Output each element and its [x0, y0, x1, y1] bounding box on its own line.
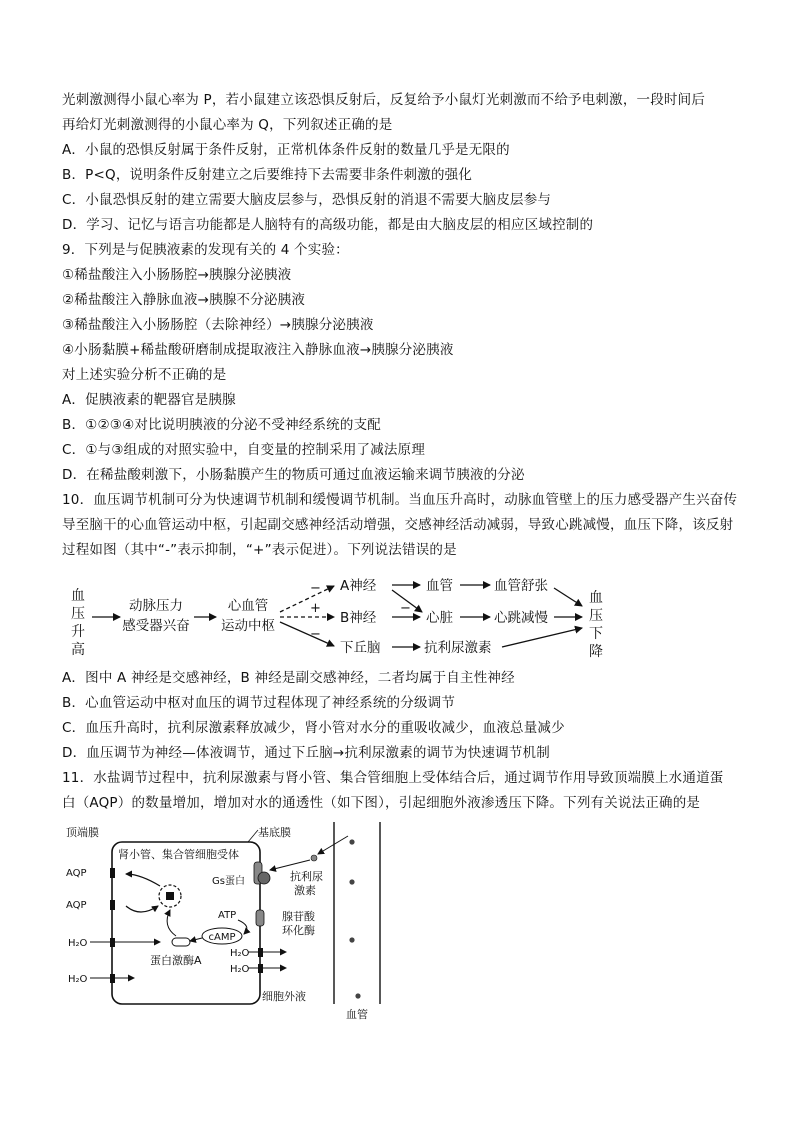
aqp-channel — [110, 938, 115, 947]
cell-outline — [112, 842, 260, 1004]
vessel-label: 血管 — [426, 578, 453, 594]
basal-membrane-label: 基底膜 — [258, 826, 291, 839]
apical-membrane-label: 顶端膜 — [66, 826, 99, 839]
gs-protein — [258, 872, 270, 884]
q10-stem: 10．血压调节机制可分为快速调节机制和缓慢调节机制。当血压升高时，动脉血管壁上的压力感受器产生兴奋传导至脑干的心血管运动中枢，引起副交感神经活动增强，交感神经活动减弱，导致心跳减慢，血压下降，该反射过程如图（其中“-”表示抑制，“+”表示促进）。下列说法错误的是 — [62, 492, 738, 558]
q9-experiment-3: ③稀盐酸注入小肠肠腔（去除神经）→胰腺分泌胰液 — [62, 317, 374, 333]
basal-channel — [258, 948, 263, 957]
vessel-particle — [349, 839, 354, 844]
q9-question: 对上述实验分析不正确的是 — [62, 367, 227, 383]
bp-fall-char-4: 降 — [589, 644, 603, 660]
arrow-membrane-vesicle — [126, 906, 158, 912]
gs-protein-label: Gs蛋白 — [212, 876, 245, 887]
pka-label: 蛋白激酶A — [150, 954, 202, 967]
q11-stem-line2: 白（AQP）的数量增加，增加对水的通透性（如下图），引起细胞外液渗透压下降。下列有关说法正确的是 — [62, 795, 701, 811]
center-label-1: 心血管 — [227, 598, 269, 614]
adh-label-2: 激素 — [294, 884, 316, 897]
receptor-label: 肾小管、集合管细胞受体 — [118, 848, 239, 861]
q8-stem-line2: 再给灯光刺激测得的小鼠心率为 Q，下列叙述正确的是 — [62, 117, 393, 133]
q10-option-d: D．血压调节为神经—体液调节，通过下丘脑→抗利尿激素的调节为快速调节机制 — [62, 745, 550, 761]
q8-option-c: C．小鼠恐惧反射的建立需要大脑皮层参与，恐惧反射的消退不需要大脑皮层参与 — [62, 192, 552, 208]
q10-option-c: C．血压升高时，抗利尿激素释放减少，肾小管对水分的重吸收减少，血液总量减少 — [62, 720, 565, 736]
q10-option-a: A．图中 A 神经是交感神经，B 神经是副交感神经，二者均属于自主性神经 — [62, 670, 515, 686]
bp-fall-char-3: 下 — [589, 626, 603, 642]
nerve-b-label: B神经 — [340, 610, 377, 626]
sign-minus-heart: − — [400, 601, 411, 616]
adh-label: 抗利尿激素 — [424, 640, 492, 656]
sign-minus-a: − — [310, 581, 321, 596]
heart-label: 心脏 — [426, 610, 453, 626]
aqp-label-1: AQP — [66, 868, 87, 879]
arrow-adh-receptor — [270, 860, 310, 870]
pka-shape — [172, 938, 190, 946]
h2o-label-basal-2: H₂O — [230, 964, 250, 975]
hypothalamus-label: 下丘脑 — [340, 640, 381, 656]
adh-aqp-mechanism-diagram — [62, 822, 402, 1022]
bp-rise-char-1: 血 — [71, 588, 85, 604]
blood-pressure-reflex-diagram — [62, 572, 622, 662]
arrow-adh-end — [502, 628, 582, 647]
bp-rise-char-3: 升 — [71, 624, 85, 640]
aqp-channel — [110, 868, 115, 878]
bp-rise-char-4: 高 — [71, 642, 85, 658]
arrow-center-hypothalamus — [280, 622, 334, 646]
aqp-vesicle-cluster — [159, 885, 181, 907]
q9-option-a: A．促胰液素的靶器官是胰腺 — [62, 392, 236, 408]
document-body — [62, 88, 742, 563]
sign-minus-hypo: − — [310, 627, 321, 642]
basal-leader — [248, 830, 258, 842]
receptor-label-1: 动脉压力 — [129, 598, 183, 614]
q8-option-b: B．P<Q，说明条件反射建立之后要维持下去需要非条件刺激的强化 — [62, 167, 473, 183]
dilation-label: 血管舒张 — [494, 578, 548, 594]
basal-channel — [258, 964, 263, 973]
q9-experiment-1: ①稀盐酸注入小肠肠腔→胰腺分泌胰液 — [62, 267, 292, 283]
blood-vessel-label: 血管 — [346, 1008, 368, 1021]
atp-label: ATP — [218, 910, 237, 921]
nerve-a-label: A神经 — [340, 578, 377, 594]
extracellular-fluid-label: 细胞外液 — [262, 990, 306, 1003]
adh-label-1: 抗利尿 — [290, 870, 323, 883]
adh-molecule — [311, 855, 317, 861]
q9-stem: 9．下列是与促胰液素的发现有关的 4 个实验： — [62, 242, 349, 258]
camp-label: cAMP — [208, 932, 236, 943]
aqp-channel — [110, 900, 115, 910]
arrow-center-nerve-a — [280, 586, 334, 612]
h2o-label-basal-1: H₂O — [230, 948, 250, 959]
q8-option-a: A．小鼠的恐惧反射属于条件反射，正常机体条件反射的数量几乎是无限的 — [62, 142, 510, 158]
vessel-particle — [355, 993, 360, 998]
center-label-2: 运动中枢 — [221, 618, 275, 634]
adenylate-cyclase — [256, 910, 264, 926]
q8-option-d: D．学习、记忆与语言功能都是人脑特有的高级功能，都是由大脑皮层的相应区域控制的 — [62, 217, 594, 233]
arrow-pka-vesicle — [167, 910, 176, 936]
cyclase-label-2: 环化酶 — [282, 924, 315, 937]
bp-rise-char-2: 压 — [71, 606, 85, 622]
q9-option-c: C．①与③组成的对照实验中，自变量的控制采用了减法原理 — [62, 442, 426, 458]
bp-fall-char-2: 压 — [589, 608, 603, 624]
q8-stem-line1: 光刺激测得小鼠心率为 P，若小鼠建立该恐惧反射后，反复给予小鼠灯光刺激而不给予电刺激，一段时间后 — [62, 92, 706, 108]
arrow-vessel-adh — [318, 836, 348, 854]
slow-heartbeat-label: 心跳减慢 — [494, 610, 548, 626]
q9-experiment-2: ②稀盐酸注入静脉血液→胰腺不分泌胰液 — [62, 292, 306, 308]
q9-option-b: B．①②③④对比说明胰液的分泌不受神经系统的支配 — [62, 417, 381, 433]
vessel-particle — [349, 937, 354, 942]
vessel-particle — [349, 879, 354, 884]
q10-option-b: B．心血管运动中枢对血压的调节过程体现了神经系统的分级调节 — [62, 695, 456, 711]
aqp-channel — [110, 974, 115, 983]
h2o-label-apical-2: H₂O — [68, 974, 88, 985]
arrow-dilation-end — [554, 588, 582, 606]
q9-experiment-4: ④小肠黏膜+稀盐酸研磨制成提取液注入静脉血液→胰腺分泌胰液 — [62, 342, 454, 358]
aqp-label-2: AQP — [66, 900, 87, 911]
sign-plus-b: + — [310, 601, 321, 616]
bp-fall-char-1: 血 — [589, 590, 603, 606]
q9-option-d: D．在稀盐酸刺激下，小肠黏膜产生的物质可通过血液运输来调节胰液的分泌 — [62, 467, 525, 483]
q10-options — [62, 666, 742, 816]
cyclase-label-1: 腺苷酸 — [282, 910, 315, 923]
q11-stem-line1: 11．水盐调节过程中，抗利尿激素与肾小管、集合管细胞上受体结合后，通过调节作用导致顶端膜上水通道蛋 — [62, 770, 724, 786]
h2o-label-apical-1: H₂O — [68, 938, 88, 949]
receptor-label-2: 感受器兴奋 — [122, 618, 190, 634]
arrow-camp-pka — [190, 938, 202, 941]
arrow-vesicle-membrane — [126, 874, 160, 886]
